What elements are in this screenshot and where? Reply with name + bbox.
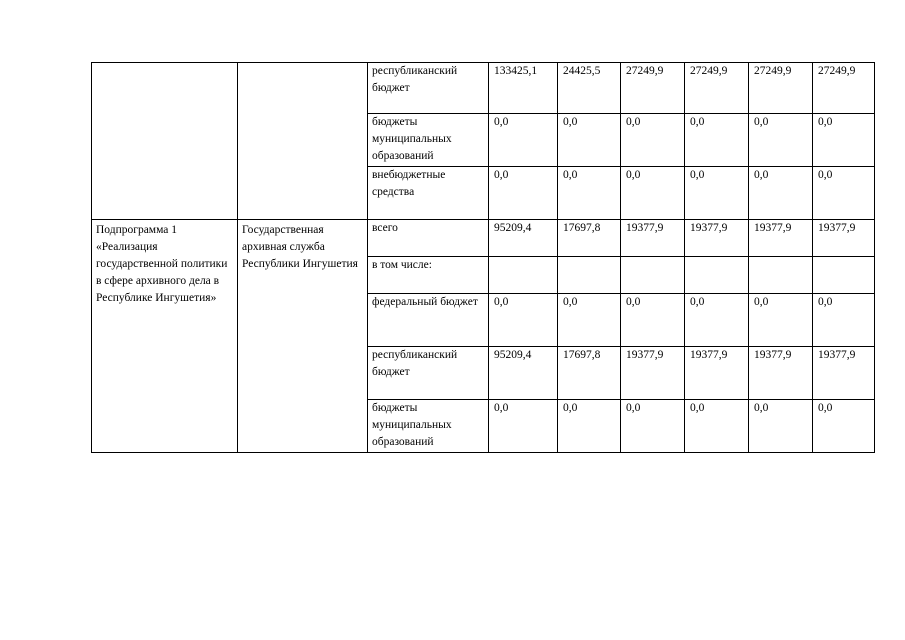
executor-cell-empty [238,63,368,220]
value-cell-year-4: 19377,9 [749,220,813,257]
value-cell-year-2: 19377,9 [621,347,685,400]
value-cell-year-5: 0,0 [813,400,875,453]
value-cell-year-2: 27249,9 [621,63,685,114]
executor-cell [238,220,368,453]
source-cell [368,63,489,114]
value-cell-year-4: 0,0 [749,167,813,220]
value-cell-year-1: 0,0 [558,114,621,167]
value-cell-year-4: 0,0 [749,114,813,167]
source-cell [368,114,489,167]
source-label: бюджеты муниципальных образований [372,116,452,162]
value-cell-year-1 [558,257,621,294]
value-cell-year-5: 0,0 [813,167,875,220]
value-cell-year-3: 27249,9 [685,63,749,114]
source-cell [368,294,489,347]
value-cell-total: 0,0 [489,400,558,453]
value-cell-year-2: 0,0 [621,294,685,347]
value-cell-year-5: 27249,9 [813,63,875,114]
source-label: всего [372,222,398,234]
value-cell-year-4 [749,257,813,294]
program-cell [92,220,238,453]
executor-name: Государственная архивная служба Республики Ингушетия [242,224,358,270]
value-cell-year-3 [685,257,749,294]
value-cell-year-3: 19377,9 [685,220,749,257]
value-cell-year-3: 0,0 [685,167,749,220]
table-row [92,63,875,114]
source-cell [368,347,489,400]
value-cell-year-2: 0,0 [621,400,685,453]
value-cell-year-2: 0,0 [621,114,685,167]
value-cell-year-3: 0,0 [685,400,749,453]
source-label: республиканский бюджет [372,349,458,378]
source-cell [368,257,489,294]
value-cell-total: 0,0 [489,114,558,167]
value-cell-year-1: 0,0 [558,167,621,220]
value-cell-year-1: 17697,8 [558,347,621,400]
value-cell-year-2: 19377,9 [621,220,685,257]
value-cell-total [489,257,558,294]
source-cell [368,167,489,220]
value-cell-year-4: 19377,9 [749,347,813,400]
value-cell-year-2 [621,257,685,294]
table-row [92,220,875,257]
value-cell-year-3: 0,0 [685,114,749,167]
value-cell-year-5: 0,0 [813,294,875,347]
value-cell-total: 95209,4 [489,347,558,400]
source-cell [368,220,489,257]
value-cell-year-5: 19377,9 [813,220,875,257]
program-name: Подпрограмма 1 «Реализация государственной политики в сфере архивного дела в Республике Ингушетия» [96,224,228,304]
value-cell-year-5: 19377,9 [813,347,875,400]
value-cell-year-3: 0,0 [685,294,749,347]
value-cell-year-4: 0,0 [749,294,813,347]
source-label: внебюджетные средства [372,169,446,198]
value-cell-year-2: 0,0 [621,167,685,220]
source-label: федеральный бюджет [372,296,478,308]
value-cell-year-5 [813,257,875,294]
value-cell-year-4: 0,0 [749,400,813,453]
source-label: в том числе: [372,259,432,271]
value-cell-year-1: 0,0 [558,400,621,453]
source-label: бюджеты муниципальных образований [372,402,452,448]
value-cell-year-4: 27249,9 [749,63,813,114]
value-cell-total: 95209,4 [489,220,558,257]
value-cell-year-5: 0,0 [813,114,875,167]
value-cell-year-1: 17697,8 [558,220,621,257]
value-cell-year-3: 19377,9 [685,347,749,400]
value-cell-total: 0,0 [489,167,558,220]
program-cell-empty [92,63,238,220]
source-label: республиканский бюджет [372,65,458,94]
value-cell-total: 0,0 [489,294,558,347]
value-cell-total: 133425,1 [489,63,558,114]
source-cell [368,400,489,453]
value-cell-year-1: 0,0 [558,294,621,347]
value-cell-year-1: 24425,5 [558,63,621,114]
budget-table [91,62,875,453]
